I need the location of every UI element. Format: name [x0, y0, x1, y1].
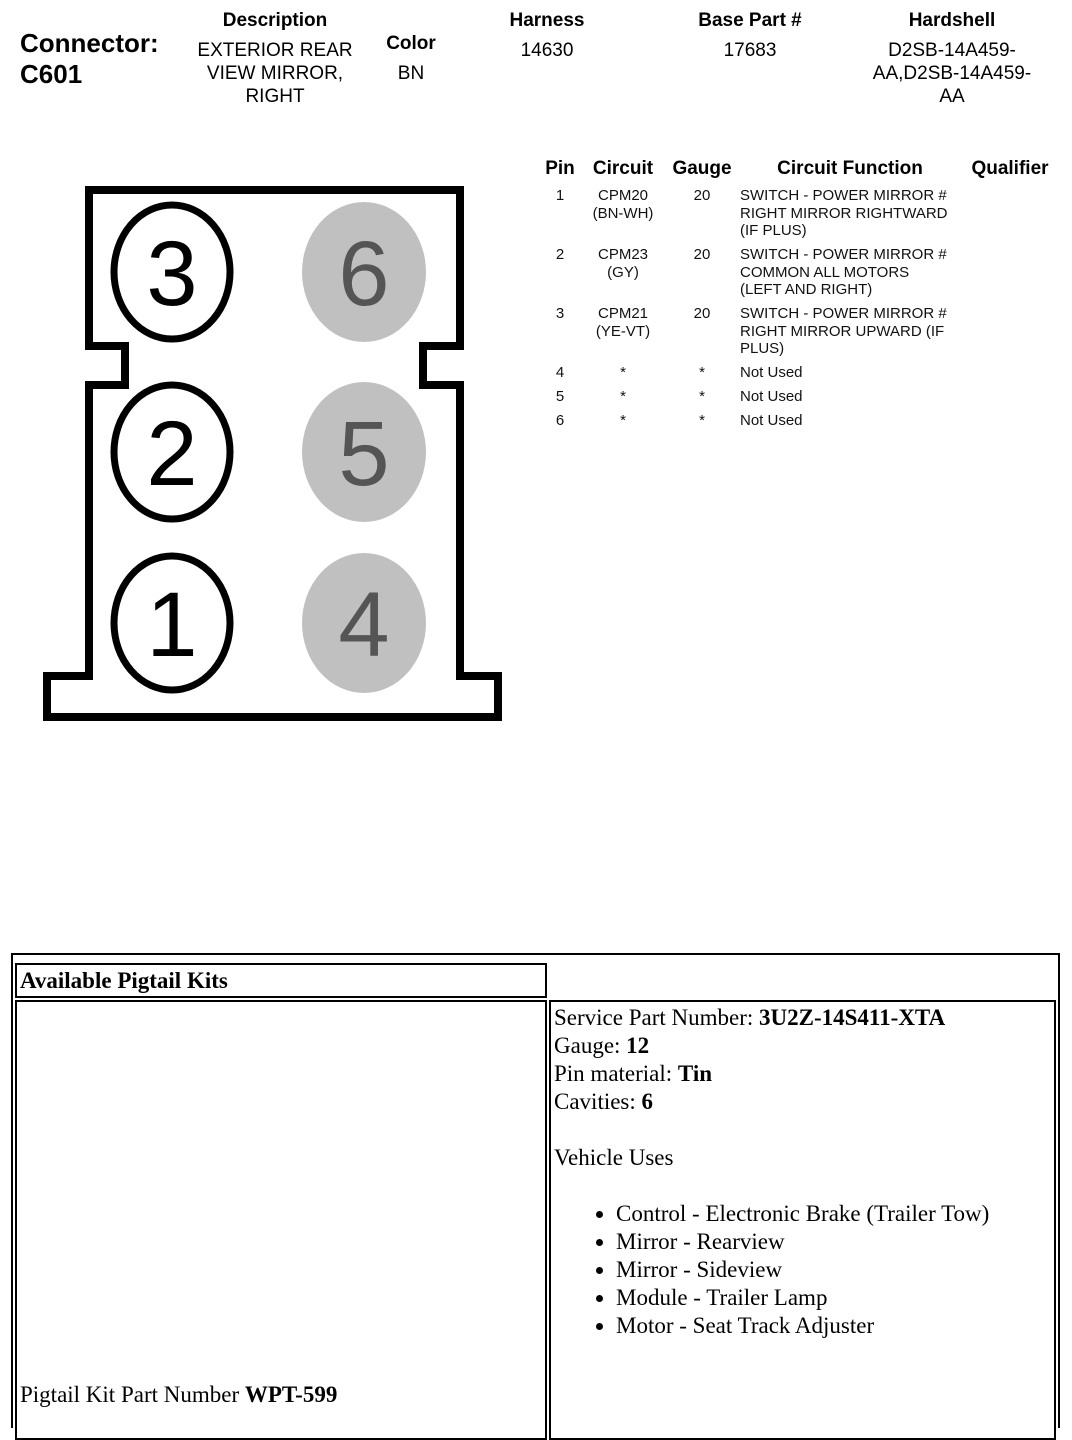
pin-2-cavity — [114, 385, 230, 519]
function-cell — [740, 305, 980, 358]
pin-material-label: Pin material: — [554, 1061, 678, 1086]
vehicle-uses-heading: Vehicle Uses — [554, 1145, 674, 1170]
pigtail-title-cell — [15, 963, 547, 998]
pin-text: 3 — [555, 305, 565, 322]
base-part-value: 17683 — [723, 40, 777, 61]
hardshell-header: Hardshell — [908, 10, 996, 31]
circuit-text: (BN-WH) — [592, 204, 654, 222]
function-text: COMMON ALL MOTORS — [740, 263, 910, 281]
service-part-number — [554, 1004, 1054, 1032]
connector-diagram — [0, 0, 540, 740]
function-cell — [740, 187, 980, 240]
pin-text: 1 — [555, 187, 565, 204]
gauge-cell — [664, 246, 740, 264]
harness-value: 14630 — [520, 40, 574, 61]
gauge-column-header: Gauge — [672, 158, 732, 179]
base-part-header: Base Part # — [698, 10, 802, 31]
function-column-header: Circuit Function — [777, 158, 923, 179]
function-text: (LEFT AND RIGHT) — [740, 281, 873, 298]
gauge-text: * — [699, 364, 705, 381]
vehicle-use-item: • Motor - Seat Track Adjuster — [616, 1312, 1054, 1340]
cavities-label: Cavities: — [554, 1089, 642, 1114]
circuit-text: * — [620, 412, 626, 429]
gauge-text: * — [699, 412, 705, 429]
pigtail-image-cell — [15, 1000, 547, 1440]
vehicle-use-item: • Module - Trailer Lamp — [616, 1284, 1054, 1312]
pin-number-label: 1 — [146, 574, 198, 676]
cavities — [554, 1088, 1054, 1116]
gauge-cell — [664, 388, 740, 406]
circuit-cell — [584, 305, 662, 340]
gauge-value: 12 — [626, 1033, 650, 1058]
pigtail-left-rule — [11, 953, 13, 1428]
circuit-cell — [584, 364, 662, 382]
vehicle-use-item: • Mirror - Sideview — [616, 1256, 1054, 1284]
kit-part-label: Pigtail Kit Part Number — [20, 1382, 245, 1407]
pigtail-details — [551, 1002, 1054, 1340]
pin-number-label: 4 — [338, 574, 390, 676]
gauge-label: Gauge: — [554, 1033, 627, 1058]
gauge-text: 20 — [693, 187, 711, 204]
vehicle-use-item: • Mirror - Rearview — [616, 1228, 1054, 1256]
pin-text: 4 — [555, 364, 565, 381]
pin-cell — [536, 305, 584, 323]
function-text: RIGHT MIRROR UPWARD (IF — [740, 322, 945, 340]
pin-cell — [536, 388, 584, 406]
color-header: Color — [386, 33, 436, 54]
circuit-text: CPM20 — [597, 187, 649, 204]
circuit-cell — [584, 246, 662, 281]
gauge-cell — [664, 364, 740, 382]
function-text: SWITCH - POWER MIRROR # — [740, 246, 947, 263]
circuit-cell — [584, 412, 662, 430]
pin-number-label: 5 — [338, 403, 390, 505]
circuit-text: (GY) — [607, 263, 639, 281]
pin-1-cavity — [114, 556, 230, 690]
gauge-cell — [664, 187, 740, 205]
service-part-value: 3U2Z-14S411-XTA — [759, 1005, 946, 1030]
gauge-text: 20 — [693, 246, 711, 263]
function-text: Not Used — [740, 364, 803, 381]
pin-text: 2 — [555, 246, 565, 263]
gauge-text: * — [699, 388, 705, 405]
description-line: EXTERIOR REAR — [197, 40, 353, 61]
hardshell-line: AA — [939, 86, 965, 107]
function-text: SWITCH - POWER MIRROR # — [740, 187, 947, 204]
pigtail-right-rule — [1058, 953, 1060, 1428]
pin-column-header: Pin — [545, 158, 575, 179]
function-text: PLUS) — [740, 340, 785, 357]
vehicle-use-item: • Control - Electronic Brake (Trailer Tow) — [616, 1200, 1054, 1228]
service-part-label: Service Part Number: — [554, 1005, 760, 1030]
pigtail-details-cell — [549, 1000, 1056, 1440]
hardshell-value — [852, 39, 1052, 108]
circuit-text: CPM21 — [597, 305, 649, 322]
function-cell — [740, 364, 980, 382]
harness-header: Harness — [509, 10, 585, 31]
circuit-text: * — [620, 388, 626, 405]
hardshell-line: AA,D2SB-14A459- — [872, 63, 1032, 84]
pin-number-label: 3 — [146, 223, 198, 325]
pin-material-value: Tin — [677, 1061, 713, 1086]
hardshell-line: D2SB-14A459- — [888, 40, 1016, 61]
pin-text: 5 — [555, 388, 565, 405]
function-text: Not Used — [740, 412, 803, 429]
function-text: (IF PLUS) — [740, 222, 807, 239]
pin-3-cavity — [114, 205, 230, 339]
pin-6-cavity — [302, 202, 426, 342]
circuit-cell — [584, 187, 662, 222]
pin-cell — [536, 364, 584, 382]
pin-cell — [536, 412, 584, 430]
description-header: Description — [222, 10, 328, 31]
gauge-text: 20 — [693, 305, 711, 322]
color-value: BN — [397, 63, 425, 84]
function-text: Not Used — [740, 388, 803, 405]
function-text: RIGHT MIRROR RIGHTWARD — [740, 204, 948, 222]
pigtail-kit-part-number — [20, 1381, 337, 1409]
connector-id: C601 — [20, 59, 83, 89]
function-cell — [740, 246, 980, 299]
vehicle-uses-list — [554, 1200, 1054, 1340]
pigtail-title: Available Pigtail Kits — [20, 968, 228, 993]
function-text: SWITCH - POWER MIRROR # — [740, 305, 947, 322]
pin-number-label: 6 — [338, 223, 390, 325]
pin-5-cavity — [302, 382, 426, 522]
kit-part-value: WPT-599 — [244, 1382, 338, 1407]
pin-material — [554, 1060, 1054, 1088]
circuit-cell — [584, 388, 662, 406]
pin-number-label: 2 — [146, 403, 198, 505]
function-cell — [740, 388, 980, 406]
pin-cell — [536, 187, 584, 205]
function-cell — [740, 412, 980, 430]
pin-4-cavity — [302, 553, 426, 693]
circuit-text: * — [620, 364, 626, 381]
description-line: RIGHT — [245, 86, 305, 107]
circuit-text: (YE-VT) — [595, 322, 651, 340]
qualifier-column-header: Qualifier — [971, 158, 1049, 179]
gauge-cell — [664, 412, 740, 430]
cavities-value: 6 — [641, 1089, 654, 1114]
description-line: VIEW MIRROR, — [206, 63, 344, 84]
pin-text: 6 — [555, 412, 565, 429]
circuit-text: CPM23 — [597, 246, 649, 263]
pigtail-gauge — [554, 1032, 1054, 1060]
circuit-column-header: Circuit — [592, 158, 654, 179]
pigtail-top-rule — [11, 953, 1060, 955]
connector-label: Connector: — [20, 28, 159, 58]
pin-cell — [536, 246, 584, 264]
gauge-cell — [664, 305, 740, 323]
